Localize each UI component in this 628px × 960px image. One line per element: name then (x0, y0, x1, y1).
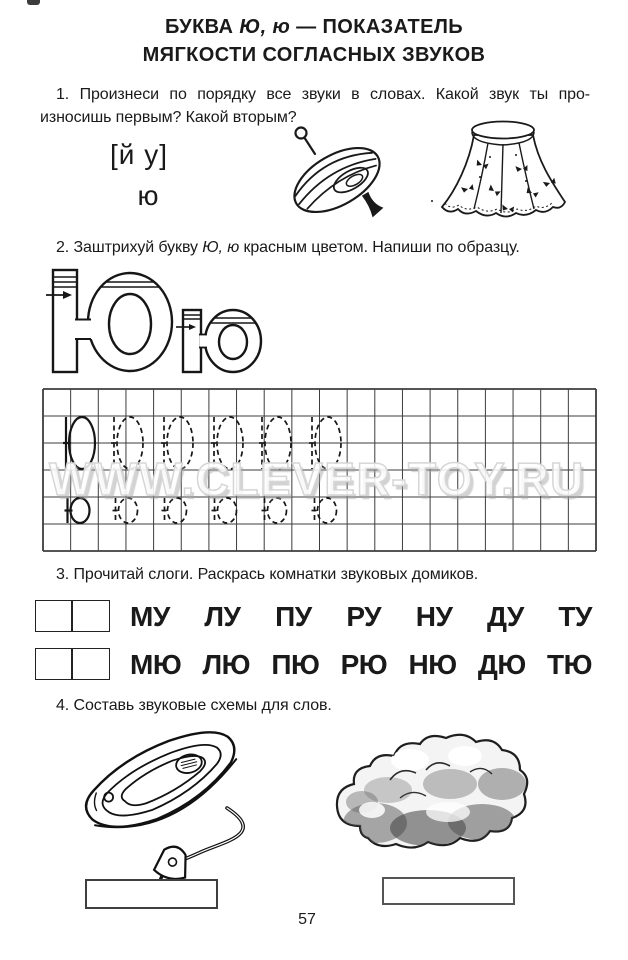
syllable: МЮ (130, 649, 182, 680)
task2-text: 2. Заштрихуй букву Ю, ю красным цветом. Напиши по образцу. (56, 239, 520, 256)
cloud-illustration (330, 726, 530, 859)
answer-box-cloud (382, 877, 515, 905)
box-divider (71, 649, 73, 679)
syllable: НУ (415, 601, 453, 632)
syllable: РУ (346, 601, 382, 632)
syllable: НЮ (408, 649, 457, 680)
skirt-illustration (432, 117, 572, 223)
sound-house-box (35, 600, 110, 632)
syllable: ТУ (558, 601, 592, 632)
syllable: ТЮ (547, 649, 592, 680)
task4-text: 4. Составь звуковые схемы для слов. (56, 697, 332, 714)
syllable: ПУ (275, 601, 312, 632)
task3-text: 3. Прочитай слоги. Раскрась комнатки звуковых домиков. (56, 566, 479, 583)
syllable-row-soft (130, 648, 592, 682)
page-title (0, 13, 628, 69)
syllable: МУ (130, 601, 170, 632)
outline-letters-yu (45, 262, 275, 380)
title-line2: МЯГКОСТИ СОГЛАСНЫХ ЗВУКОВ (142, 44, 486, 66)
title-line1: БУКВА Ю, ю — ПОКАЗАТЕЛЬ (164, 16, 464, 38)
syllable: РЮ (340, 649, 388, 680)
scan-artifact (27, 0, 40, 5)
iron-illustration (75, 712, 270, 894)
syllable: ПЮ (271, 649, 320, 680)
syllable: ЛУ (204, 601, 241, 632)
spinning-top-illustration (273, 124, 401, 232)
letter-yu: ю (137, 180, 159, 211)
sound-transcription: [й у] (110, 139, 168, 170)
box-divider (71, 601, 73, 631)
watermark: WWW.CLEVER-TOY.RU (49, 453, 585, 505)
task1-text: 1. Произнеси по порядку все звуки в словах. Какой звук ты про- износишь первым? Какой вторым? (40, 86, 590, 126)
syllable-row-hard (130, 600, 592, 634)
answer-box-iron (85, 879, 218, 909)
page-number: 57 (298, 911, 316, 928)
syllable: ДЮ (477, 649, 526, 680)
syllable: ДУ (487, 601, 524, 632)
syllable: ЛЮ (202, 649, 251, 680)
sound-house-box (35, 648, 110, 680)
